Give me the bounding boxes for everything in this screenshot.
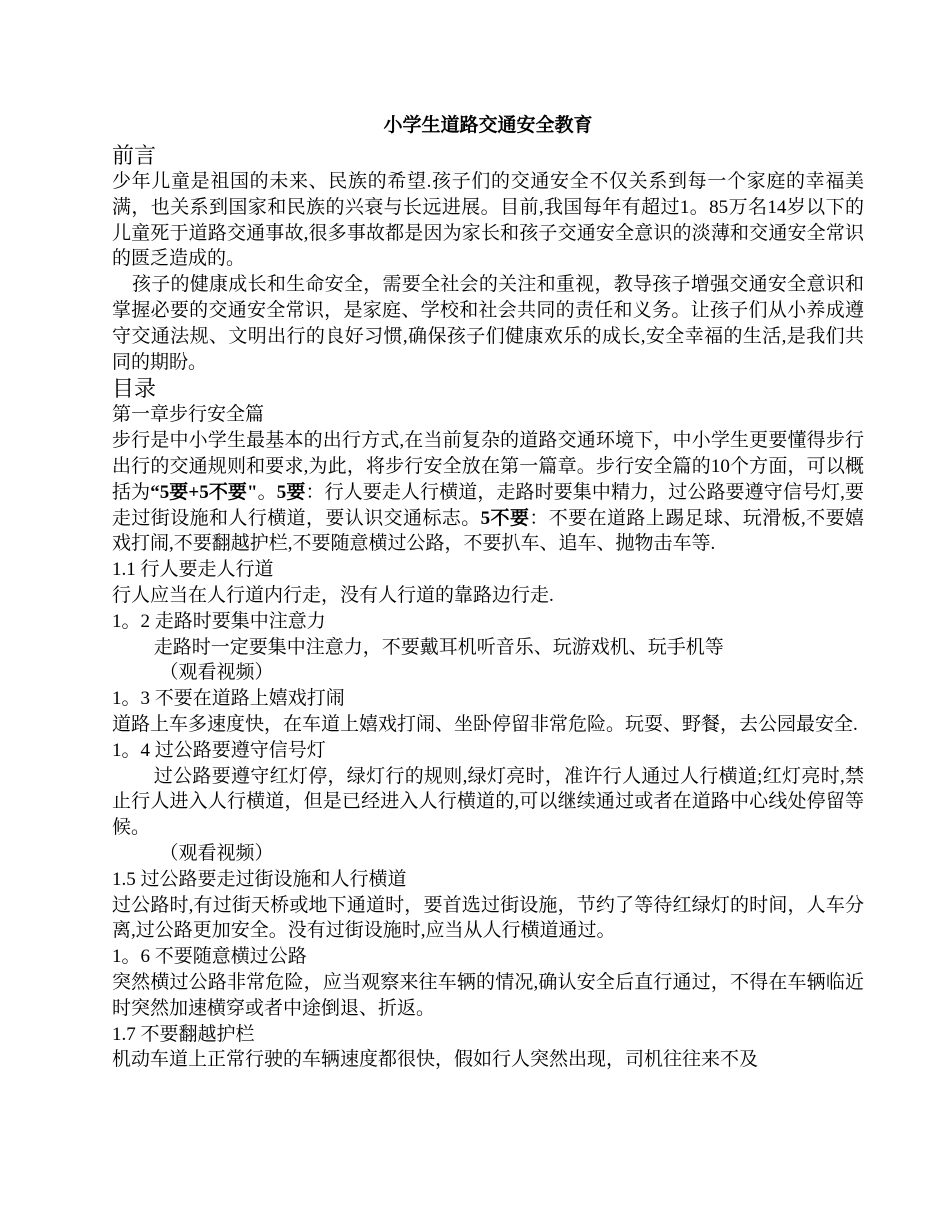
five-do-label: 5要: [276, 481, 306, 503]
section-1-2-title: 1。2 走路时要集中注意力: [112, 610, 326, 632]
section-1-1-text: 行人应当在人行道内行走，没有人行道的靠路边行走.: [112, 584, 554, 606]
watch-video-link-1[interactable]: （观看视频）: [159, 662, 274, 684]
preface-paragraph-1: 少年儿童是祖国的未来、民族的希望.孩子们的交通安全不仅关系到每一个家庭的幸福美满，也关系到国家和民族的兴衰与长远进展。目前,我国每年有超过1。85万名14岁以下的儿童死于道路交通事故,很多事故都是因为家长和孩子交通安全意识的淡薄和交通安全常识的匮乏造成的。: [112, 171, 864, 270]
intro-text: 步行是中小学生最基本的出行方式,在当前复杂的道路交通环境下，中小学生更要懂得步行出行的交通规则和要求,为此，将步行安全放在第一篇章。步行安全篇的10个方面，可以概括为: [112, 430, 864, 503]
intro-punct: 。: [257, 481, 277, 503]
preface-heading: 前言: [112, 143, 157, 168]
section-1-6-text: 突然横过公路非常危险，应当观察来往车辆的情况,确认安全后直行通过，不得在车辆临近时突然加速横穿或者中途倒退、折返。: [112, 971, 864, 1019]
document-page: [112, 112, 864, 1073]
section-1-5-title: 1.5 过公路要走过街设施和人行横道: [112, 868, 407, 890]
document-title: 小学生道路交通安全教育: [383, 115, 593, 136]
section-1-5-text: 过公路时,有过街天桥或地下通道时，要首选过街设施，节约了等待红绿灯的时间，人车分离,过公路更加安全。没有过街设施时,应当从人行横道通过。: [112, 894, 864, 942]
five-do-text: ：行人要走人行横道，走路时要集中精力，过公路要遵守信号灯,要走过街设施和人行横道，要认识交通标志。: [112, 481, 864, 529]
section-1-7-title: 1.7 不要翻越护栏: [112, 1023, 255, 1045]
section-1-3-title: 1。3 不要在道路上嬉戏打闹: [112, 688, 345, 710]
section-1-4-title: 1。4 过公路要遵守信号灯: [112, 739, 326, 761]
five-dont-text: ：不要在道路上踢足球、玩滑板,不要嬉戏打闹,不要翻越护栏,不要随意横过公路，不要扒车、追车、抛物击车等.: [112, 507, 864, 555]
toc-heading: 目录: [112, 376, 157, 402]
section-1-6-title: 1。6 不要随意横过公路: [112, 946, 307, 968]
section-1-1-title: 1.1 行人要走人行道: [112, 559, 274, 581]
five-dont-label: 5不要: [480, 507, 530, 529]
watch-video-link-2[interactable]: （观看视频）: [159, 842, 274, 864]
preface-paragraph-2: 孩子的健康成长和生命安全，需要全社会的关注和重视，教导孩子增强交通安全意识和掌握必要的交通安全常识，是家庭、学校和社会共同的责任和义务。让孩子们从小养成遵守交通法规、文明出行的良好习惯,确保孩子们健康欢乐的成长,安全幸福的生活,是我们共同的期盼。: [112, 274, 864, 373]
section-1-3-text: 道路上车多速度快，在车道上嬉戏打闹、坐卧停留非常危险。玩耍、野餐，去公园最安全.: [112, 713, 858, 735]
section-1-4-text: 过公路要遵守红灯停，绿灯行的规则,绿灯亮时，准许行人通过人行横道;红灯亮时,禁止行人进入人行横道，但是已经进入人行横道的,可以继续通过或者在道路中心线处停留等候。: [112, 765, 864, 839]
section-1-7-text: 机动车道上正常行驶的车辆速度都很快，假如行人突然出现，司机往往来不及: [112, 1049, 759, 1071]
section-1-2-text: 走路时一定要集中注意力，不要戴耳机听音乐、玩游戏机、玩手机等: [153, 636, 724, 658]
chapter-1-title: 第一章步行安全篇: [112, 404, 265, 426]
intro-quote: “5要+5不要": [150, 481, 258, 503]
chapter-1-intro: [112, 428, 864, 557]
